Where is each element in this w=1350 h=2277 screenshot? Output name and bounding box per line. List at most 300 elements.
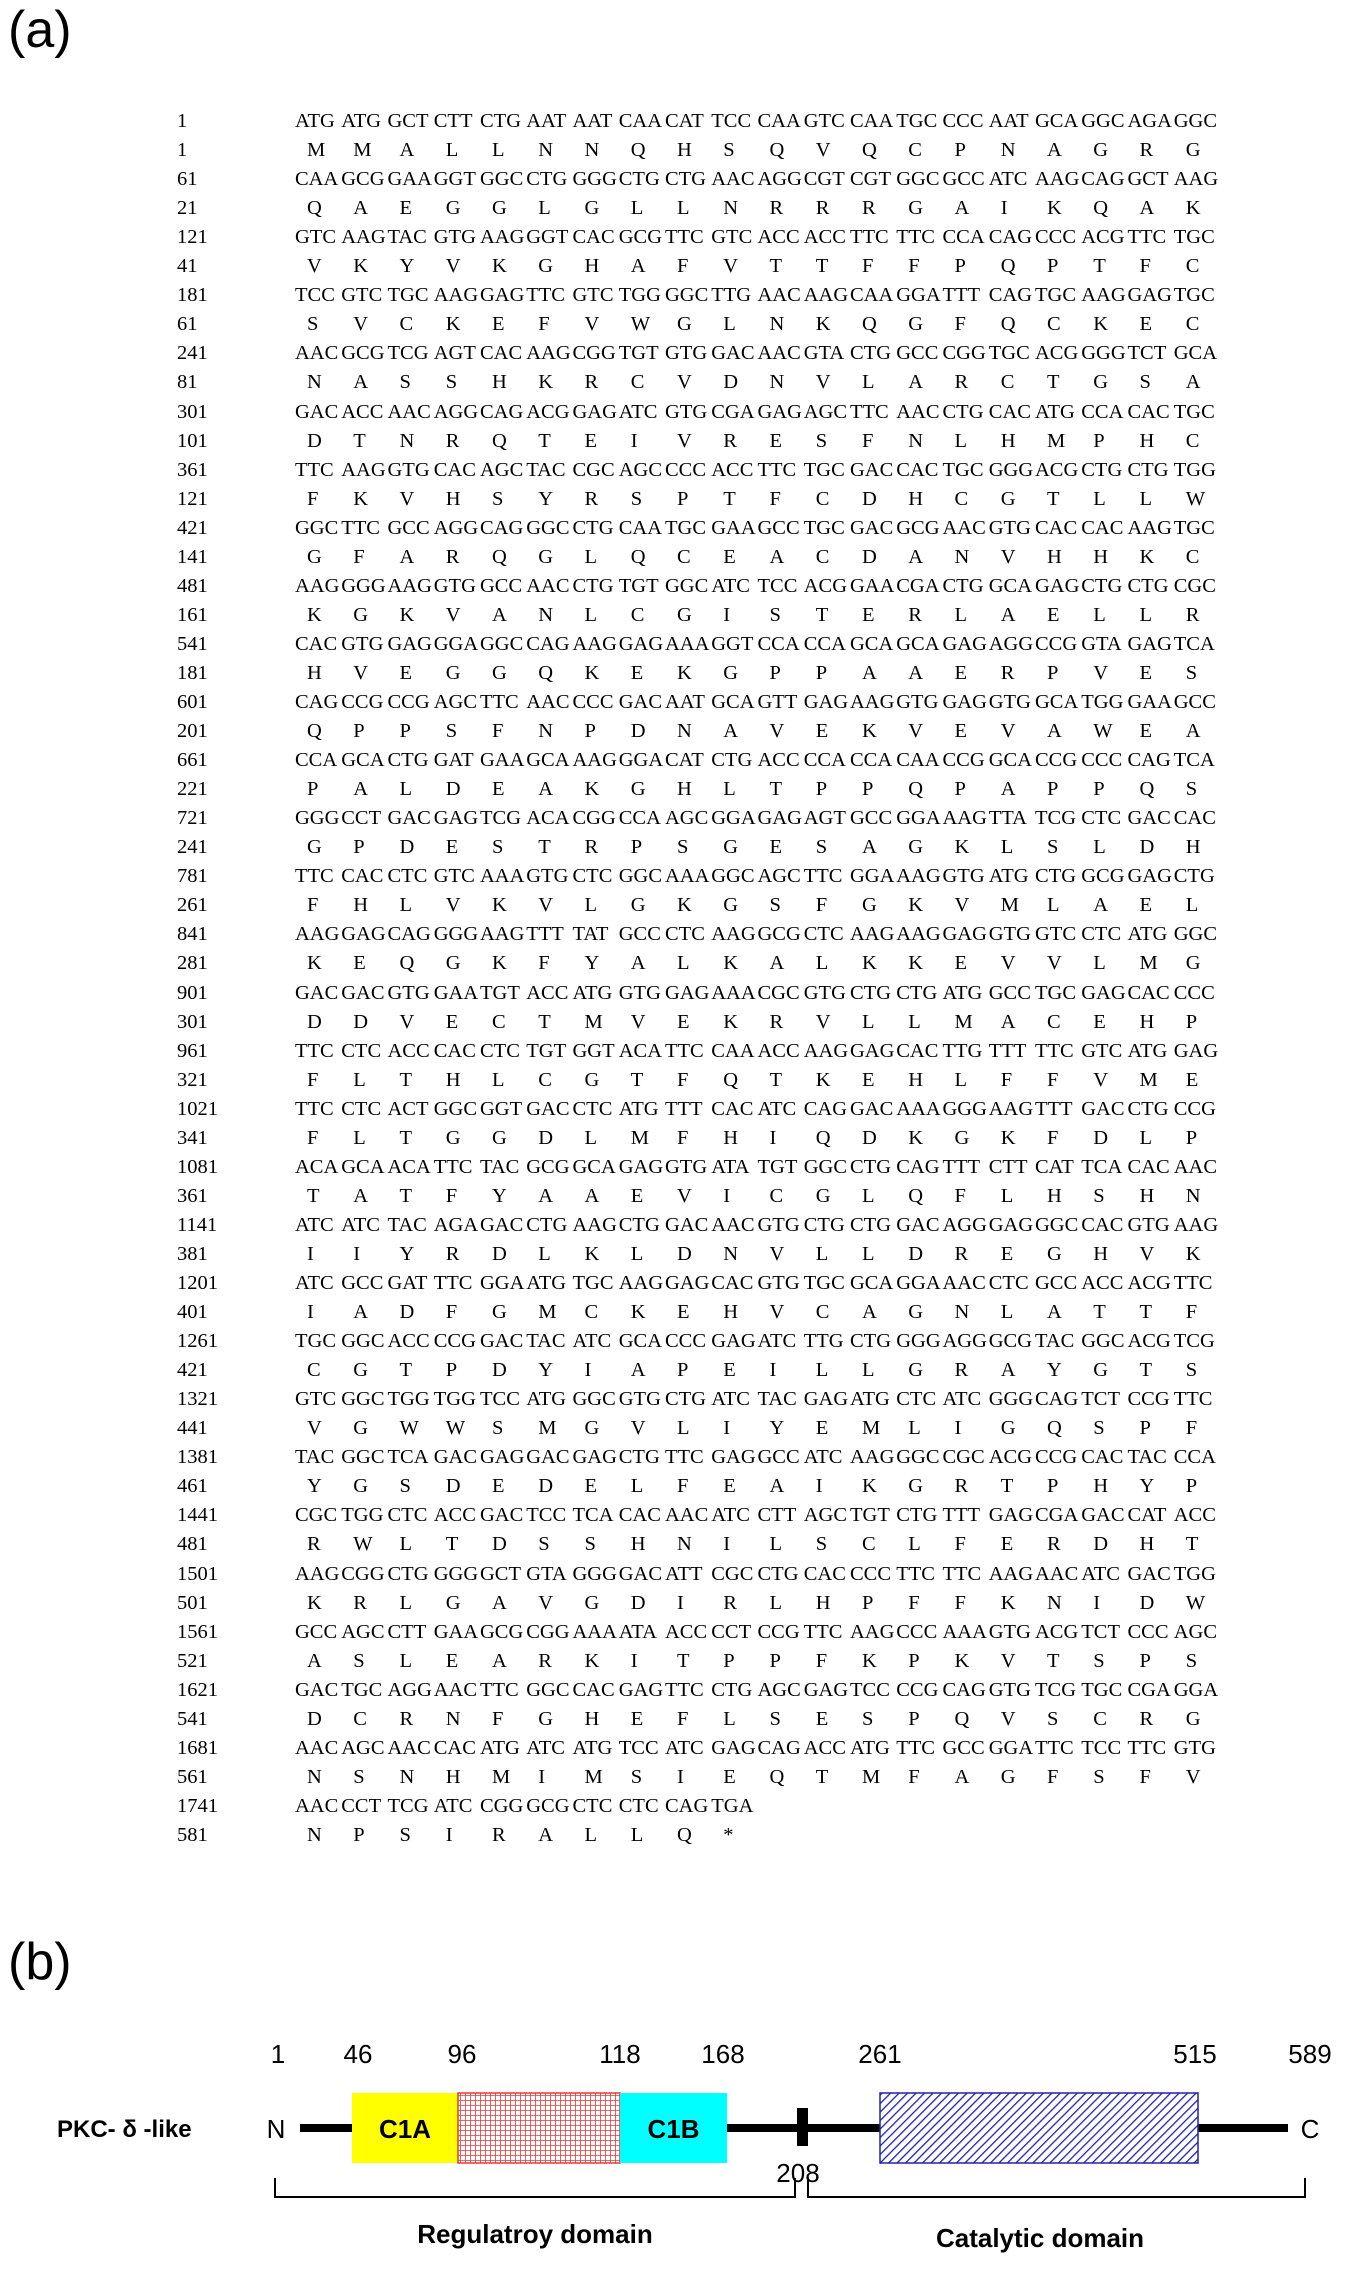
codon: TTT bbox=[942, 1504, 981, 1527]
codon: GTC bbox=[711, 226, 753, 249]
codon: GAG bbox=[572, 400, 617, 423]
amino-acid: V bbox=[769, 1301, 785, 1324]
codon: CAT bbox=[665, 749, 704, 772]
amino-acid: L bbox=[723, 1707, 736, 1730]
codon: TCT bbox=[1127, 342, 1167, 365]
codon: TCC bbox=[526, 1504, 567, 1527]
amino-acid: F bbox=[908, 255, 920, 278]
codon: GCA bbox=[526, 749, 570, 772]
codon: AGT bbox=[433, 342, 476, 365]
codon: CGC bbox=[1173, 574, 1216, 597]
codon: CCC bbox=[665, 1330, 707, 1353]
codon: GCA bbox=[711, 691, 755, 713]
codon: AGC bbox=[665, 807, 709, 830]
amino-acid: K bbox=[492, 255, 507, 278]
amino-acid: G bbox=[908, 1359, 924, 1382]
amino-acid-position: 301 bbox=[177, 1010, 208, 1033]
amino-acid: L bbox=[677, 197, 690, 220]
codon: TGC bbox=[295, 1330, 336, 1353]
amino-acid: F bbox=[1185, 1417, 1198, 1440]
codon: GGG bbox=[942, 1097, 987, 1120]
amino-acid: E bbox=[445, 1649, 459, 1672]
amino-acid: C bbox=[307, 1359, 321, 1382]
amino-acid: F bbox=[1139, 255, 1151, 278]
amino-acid: N bbox=[307, 1765, 322, 1788]
codon: ACC bbox=[387, 1039, 430, 1062]
amino-acid: Q bbox=[862, 313, 877, 336]
codon: AAA bbox=[711, 981, 756, 1004]
codon: TTG bbox=[803, 1330, 844, 1353]
amino-acid: P bbox=[399, 720, 411, 743]
amino-acid: H bbox=[908, 1068, 924, 1091]
amino-acid: T bbox=[1139, 1301, 1153, 1324]
codon: TCG bbox=[1035, 807, 1076, 830]
nucleotide-position: 901 bbox=[177, 981, 208, 1004]
codon: AAT bbox=[665, 691, 705, 713]
codon: TAC bbox=[526, 1330, 566, 1353]
codon: CTG bbox=[1127, 574, 1169, 597]
codon: TAC bbox=[387, 1213, 427, 1236]
codon: GAG bbox=[757, 400, 802, 423]
amino-acid-position: 461 bbox=[177, 1475, 208, 1498]
amino-acid: V bbox=[1093, 661, 1109, 684]
codon: CGC bbox=[711, 1562, 754, 1585]
amino-acid: K bbox=[1185, 1242, 1201, 1265]
amino-acid: R bbox=[723, 1591, 737, 1614]
codon: AAG bbox=[295, 1562, 340, 1585]
amino-acid: E bbox=[399, 197, 413, 220]
amino-acid: K bbox=[584, 661, 600, 684]
amino-acid: A bbox=[1185, 720, 1201, 743]
codon: GGG bbox=[433, 923, 479, 946]
amino-acid: I bbox=[769, 1126, 777, 1149]
amino-acid: M bbox=[630, 1126, 649, 1149]
amino-acid: S bbox=[445, 720, 458, 743]
amino-acid: S bbox=[1047, 836, 1059, 859]
amino-acid: P bbox=[723, 1649, 735, 1672]
amino-acid: H bbox=[445, 1765, 461, 1788]
amino-acid: P bbox=[908, 1707, 920, 1730]
marker-label: 208 bbox=[776, 2158, 820, 2188]
codon: GAC bbox=[480, 1213, 524, 1236]
codon: AAC bbox=[757, 284, 801, 307]
codon: TCG bbox=[387, 1794, 429, 1817]
codon: CAG bbox=[757, 1736, 801, 1759]
amino-acid: C bbox=[1093, 1707, 1107, 1730]
amino-acid: H bbox=[1000, 429, 1016, 452]
amino-acid: D bbox=[399, 836, 415, 859]
amino-acid: G bbox=[353, 1417, 369, 1440]
nucleotide-position: 541 bbox=[177, 632, 208, 655]
codon: GCC bbox=[850, 807, 893, 830]
amino-acid: V bbox=[630, 1417, 646, 1440]
codon: CTG bbox=[850, 342, 891, 365]
codon: GAA bbox=[433, 981, 479, 1004]
codon: AAG bbox=[572, 632, 617, 655]
amino-acid: S bbox=[307, 313, 319, 336]
amino-acid: H bbox=[1093, 1475, 1109, 1498]
codon: CTC bbox=[387, 1504, 428, 1527]
codon: AAG bbox=[295, 923, 340, 946]
amino-acid: D bbox=[538, 1475, 554, 1498]
amino-acid: G bbox=[723, 836, 739, 859]
codon: CCA bbox=[803, 632, 846, 655]
codon: CTG bbox=[803, 1213, 845, 1236]
amino-acid: F bbox=[677, 1707, 689, 1730]
codon: ATG bbox=[341, 110, 382, 132]
codon: GGC bbox=[572, 1388, 616, 1411]
nucleotide-position: 421 bbox=[177, 516, 208, 539]
codon: AGG bbox=[757, 168, 802, 191]
nucleotide-position: 361 bbox=[177, 458, 208, 481]
amino-acid: P bbox=[353, 720, 365, 743]
amino-acid: K bbox=[584, 1242, 600, 1265]
codon: TGT bbox=[850, 1504, 890, 1527]
amino-acid: D bbox=[492, 1359, 507, 1382]
codon: TTC bbox=[1127, 1736, 1167, 1759]
amino-acid: E bbox=[677, 1010, 690, 1033]
amino-acid: C bbox=[815, 545, 830, 568]
codon: CGC bbox=[942, 1446, 985, 1469]
codon: ACA bbox=[526, 807, 570, 830]
amino-acid: D bbox=[630, 1591, 646, 1614]
amino-acid: G bbox=[353, 603, 369, 626]
amino-acid: G bbox=[723, 894, 739, 917]
codon: ACA bbox=[387, 1155, 431, 1178]
amino-acid: E bbox=[815, 720, 829, 743]
amino-acid: F bbox=[1047, 1068, 1059, 1091]
codon: ATC bbox=[572, 1330, 612, 1353]
amino-acid: D bbox=[723, 371, 739, 394]
amino-acid-position: 21 bbox=[177, 197, 198, 220]
codon: ACC bbox=[1081, 1272, 1124, 1294]
codon: CCC bbox=[665, 458, 707, 481]
amino-acid: I bbox=[307, 1242, 314, 1265]
amino-acid: S bbox=[353, 1765, 365, 1788]
codon: ATG bbox=[480, 1736, 520, 1759]
codon: CAC bbox=[711, 1097, 754, 1120]
amino-acid: G bbox=[908, 313, 924, 336]
amino-acid: C bbox=[677, 545, 691, 568]
codon: GTG bbox=[387, 458, 430, 481]
codon: GCA bbox=[988, 749, 1033, 772]
amino-acid: G bbox=[908, 1301, 924, 1324]
codon: TGC bbox=[942, 458, 984, 481]
codon: GCA bbox=[1035, 691, 1079, 713]
codon: TAC bbox=[295, 1446, 335, 1469]
amino-acid: V bbox=[445, 894, 461, 917]
amino-acid: S bbox=[1093, 1184, 1105, 1207]
amino-acid: E bbox=[954, 952, 968, 975]
amino-acid-position: 221 bbox=[177, 778, 208, 801]
codon: ACC bbox=[341, 400, 384, 423]
amino-acid: Q bbox=[630, 545, 646, 568]
amino-acid: L bbox=[630, 1823, 644, 1846]
amino-acid: V bbox=[399, 1010, 415, 1033]
amino-acid-position: 341 bbox=[177, 1126, 208, 1149]
codon: TCG bbox=[480, 807, 521, 830]
codon: TAC bbox=[757, 1388, 797, 1411]
amino-acid: C bbox=[862, 1533, 876, 1556]
codon: CTT bbox=[988, 1155, 1028, 1178]
codon: TTC bbox=[896, 1562, 935, 1585]
amino-acid: E bbox=[353, 952, 366, 975]
codon: GCG bbox=[1081, 865, 1125, 888]
amino-acid: R bbox=[1000, 661, 1015, 684]
codon: CTG bbox=[618, 1213, 660, 1236]
amino-acid: L bbox=[723, 778, 736, 801]
amino-acid: T bbox=[399, 1184, 413, 1207]
amino-acid: C bbox=[492, 1010, 506, 1033]
codon: GTA bbox=[803, 342, 845, 365]
amino-acid: A bbox=[353, 371, 369, 394]
codon: TTC bbox=[295, 1039, 334, 1062]
amino-acid: K bbox=[307, 603, 322, 626]
codon: CTG bbox=[572, 516, 614, 539]
amino-acid: A bbox=[862, 661, 877, 684]
codon: GGG bbox=[572, 1562, 617, 1585]
amino-acid: V bbox=[307, 1417, 322, 1440]
codon: AAC bbox=[665, 1504, 709, 1527]
codon: CAC bbox=[1035, 516, 1078, 539]
amino-acid-position: 581 bbox=[177, 1823, 208, 1846]
codon: TGC bbox=[1081, 1678, 1123, 1701]
codon: GGA bbox=[1173, 1678, 1219, 1701]
codon: CTC bbox=[1081, 923, 1122, 946]
amino-acid: V bbox=[677, 371, 692, 394]
nucleotide-position: 1261 bbox=[177, 1330, 218, 1353]
codon: GGC bbox=[665, 574, 709, 597]
codon: CAC bbox=[896, 1039, 939, 1062]
codon: GAC bbox=[850, 458, 894, 481]
codon: AAA bbox=[942, 1620, 987, 1643]
codon: CAC bbox=[433, 1736, 476, 1759]
amino-acid: S bbox=[630, 1765, 643, 1788]
codon: AAG bbox=[850, 691, 895, 713]
codon: GTG bbox=[1127, 1213, 1170, 1236]
codon: GCC bbox=[757, 1446, 800, 1469]
codon: CTC bbox=[387, 865, 428, 888]
amino-acid: N bbox=[769, 371, 785, 394]
amino-acid: R bbox=[815, 197, 830, 220]
codon: GTG bbox=[988, 1678, 1031, 1701]
codon: TTC bbox=[665, 1446, 704, 1469]
amino-acid: G bbox=[445, 661, 461, 684]
codon: AAC bbox=[942, 1272, 986, 1294]
codon: GGG bbox=[1081, 342, 1126, 365]
amino-acid: K bbox=[492, 894, 507, 917]
codon: CGT bbox=[850, 168, 891, 191]
amino-acid: R bbox=[954, 371, 969, 394]
amino-acid: F bbox=[862, 429, 874, 452]
amino-acid: T bbox=[399, 1068, 413, 1091]
amino-acid: F bbox=[307, 1126, 319, 1149]
amino-acid: C bbox=[1185, 429, 1200, 452]
amino-acid: G bbox=[1000, 1765, 1016, 1788]
codon: CAT bbox=[1127, 1504, 1167, 1527]
amino-acid: E bbox=[1093, 1010, 1106, 1033]
codon: AAA bbox=[480, 865, 525, 888]
amino-acid-position: 121 bbox=[177, 487, 208, 510]
amino-acid: I bbox=[723, 1533, 731, 1556]
amino-acid: I bbox=[1000, 197, 1008, 220]
codon: CAC bbox=[896, 458, 939, 481]
amino-acid: I bbox=[723, 1417, 731, 1440]
amino-acid: P bbox=[1047, 255, 1059, 278]
amino-acid: A bbox=[1000, 1359, 1016, 1382]
amino-acid-position: 421 bbox=[177, 1359, 208, 1382]
amino-acid: S bbox=[1093, 1649, 1105, 1672]
amino-acid: G bbox=[492, 197, 507, 220]
codon: CCC bbox=[1081, 749, 1123, 772]
codon: CTG bbox=[387, 749, 429, 772]
nucleotide-position: 1441 bbox=[177, 1504, 218, 1527]
amino-acid: T bbox=[1139, 1359, 1153, 1382]
codon: AAA bbox=[665, 632, 710, 655]
amino-acid-position: 361 bbox=[177, 1184, 208, 1207]
codon: ACC bbox=[387, 1330, 430, 1353]
amino-acid: L bbox=[630, 197, 644, 220]
codon: CTG bbox=[1127, 1097, 1169, 1120]
amino-acid: D bbox=[630, 720, 646, 743]
codon: AAG bbox=[618, 1272, 664, 1294]
domain-diagram bbox=[0, 1990, 1350, 2277]
amino-acid: A bbox=[908, 371, 924, 394]
amino-acid: S bbox=[1185, 661, 1198, 684]
amino-acid: F bbox=[769, 487, 781, 510]
amino-acid: E bbox=[1000, 1533, 1014, 1556]
amino-acid-position: 261 bbox=[177, 894, 208, 917]
codon: AAG bbox=[850, 1446, 895, 1469]
nucleotide-position: 1201 bbox=[177, 1272, 218, 1294]
amino-acid: Q bbox=[769, 139, 785, 162]
amino-acid: S bbox=[769, 603, 781, 626]
amino-acid: L bbox=[399, 1591, 413, 1614]
amino-acid: V bbox=[769, 720, 785, 743]
nucleotide-position: 301 bbox=[177, 400, 208, 423]
amino-acid: L bbox=[862, 1359, 875, 1382]
amino-acid: H bbox=[1093, 1242, 1109, 1265]
amino-acid: E bbox=[862, 603, 875, 626]
amino-acid: A bbox=[908, 545, 924, 568]
amino-acid: K bbox=[1000, 1126, 1016, 1149]
nucleotide-position: 661 bbox=[177, 749, 208, 772]
codon: AAG bbox=[572, 749, 617, 772]
amino-acid-position: 541 bbox=[177, 1707, 208, 1730]
codon: ACC bbox=[526, 981, 569, 1004]
amino-acid: S bbox=[723, 139, 735, 162]
amino-acid: M bbox=[353, 139, 372, 162]
codon: TTC bbox=[1035, 1736, 1074, 1759]
amino-acid: A bbox=[630, 1359, 646, 1382]
codon: CCT bbox=[711, 1620, 752, 1643]
amino-acid: L bbox=[1139, 1126, 1153, 1149]
amino-acid: V bbox=[353, 661, 369, 684]
amino-acid: C bbox=[769, 1184, 784, 1207]
codon: GGC bbox=[295, 516, 339, 539]
amino-acid: E bbox=[445, 836, 459, 859]
amino-acid: C bbox=[954, 487, 969, 510]
codon: TCC bbox=[480, 1388, 520, 1411]
amino-acid: T bbox=[445, 1533, 459, 1556]
codon: ATC bbox=[1081, 1562, 1120, 1585]
amino-acid: Y bbox=[538, 1359, 554, 1382]
amino-acid: C bbox=[1185, 255, 1200, 278]
codon: TCG bbox=[1035, 1678, 1076, 1701]
amino-acid: T bbox=[538, 836, 551, 859]
amino-acid: L bbox=[723, 313, 736, 336]
amino-acid: G bbox=[908, 1475, 924, 1498]
codon: CGG bbox=[572, 807, 616, 830]
codon: CTG bbox=[572, 574, 614, 597]
codon: CAC bbox=[1081, 516, 1124, 539]
amino-acid: G bbox=[630, 894, 646, 917]
amino-acid: L bbox=[908, 1417, 921, 1440]
amino-acid: T bbox=[815, 255, 829, 278]
codon: GCG bbox=[526, 1155, 570, 1178]
amino-acid: V bbox=[584, 313, 600, 336]
codon: GTG bbox=[618, 981, 661, 1004]
codon: AAC bbox=[1173, 1155, 1218, 1178]
codon: GCG bbox=[896, 516, 940, 539]
amino-acid: S bbox=[399, 1823, 411, 1846]
amino-acid-position: 321 bbox=[177, 1068, 208, 1091]
nucleotide-position: 61 bbox=[177, 168, 198, 191]
amino-acid: E bbox=[630, 661, 644, 684]
codon: GGA bbox=[480, 1272, 525, 1294]
amino-acid: G bbox=[538, 1707, 554, 1730]
amino-acid: L bbox=[862, 1184, 875, 1207]
amino-acid: K bbox=[677, 894, 692, 917]
amino-acid: V bbox=[815, 139, 831, 162]
amino-acid: S bbox=[399, 1475, 411, 1498]
codon: TTC bbox=[803, 1620, 843, 1643]
codon: GAG bbox=[711, 1446, 756, 1469]
codon: GAG bbox=[1035, 574, 1080, 597]
amino-acid: H bbox=[723, 1126, 739, 1149]
codon: GCT bbox=[387, 110, 429, 132]
nucleotide-position: 1141 bbox=[177, 1213, 218, 1236]
amino-acid: N bbox=[399, 429, 415, 452]
codon: GTG bbox=[341, 632, 384, 655]
codon: GAG bbox=[942, 632, 987, 655]
codon: AAG bbox=[1127, 516, 1172, 539]
codon: CCC bbox=[896, 1620, 938, 1643]
codon: GCA bbox=[1035, 110, 1079, 132]
amino-acid: L bbox=[584, 894, 598, 917]
codon: GAC bbox=[295, 981, 339, 1004]
codon: GAG bbox=[988, 1504, 1034, 1527]
codon: AAG bbox=[341, 458, 386, 481]
amino-acid: A bbox=[1139, 197, 1155, 220]
codon: GGC bbox=[896, 1446, 940, 1469]
codon: CTG bbox=[665, 168, 706, 191]
codon: ACT bbox=[387, 1097, 429, 1120]
codon: AAG bbox=[1081, 284, 1126, 307]
codon: AGT bbox=[803, 807, 846, 830]
codon: GAG bbox=[942, 691, 987, 713]
codon: GTG bbox=[988, 923, 1031, 946]
amino-acid: R bbox=[769, 1010, 784, 1033]
amino-acid-position: 241 bbox=[177, 836, 208, 859]
amino-acid: T bbox=[1093, 255, 1106, 278]
codon: CAG bbox=[387, 923, 431, 946]
codon: GAG bbox=[1173, 1039, 1219, 1062]
codon: TGT bbox=[618, 342, 659, 365]
codon: TTC bbox=[803, 865, 843, 888]
amino-acid: M bbox=[1139, 1068, 1158, 1091]
amino-acid: D bbox=[677, 1242, 692, 1265]
